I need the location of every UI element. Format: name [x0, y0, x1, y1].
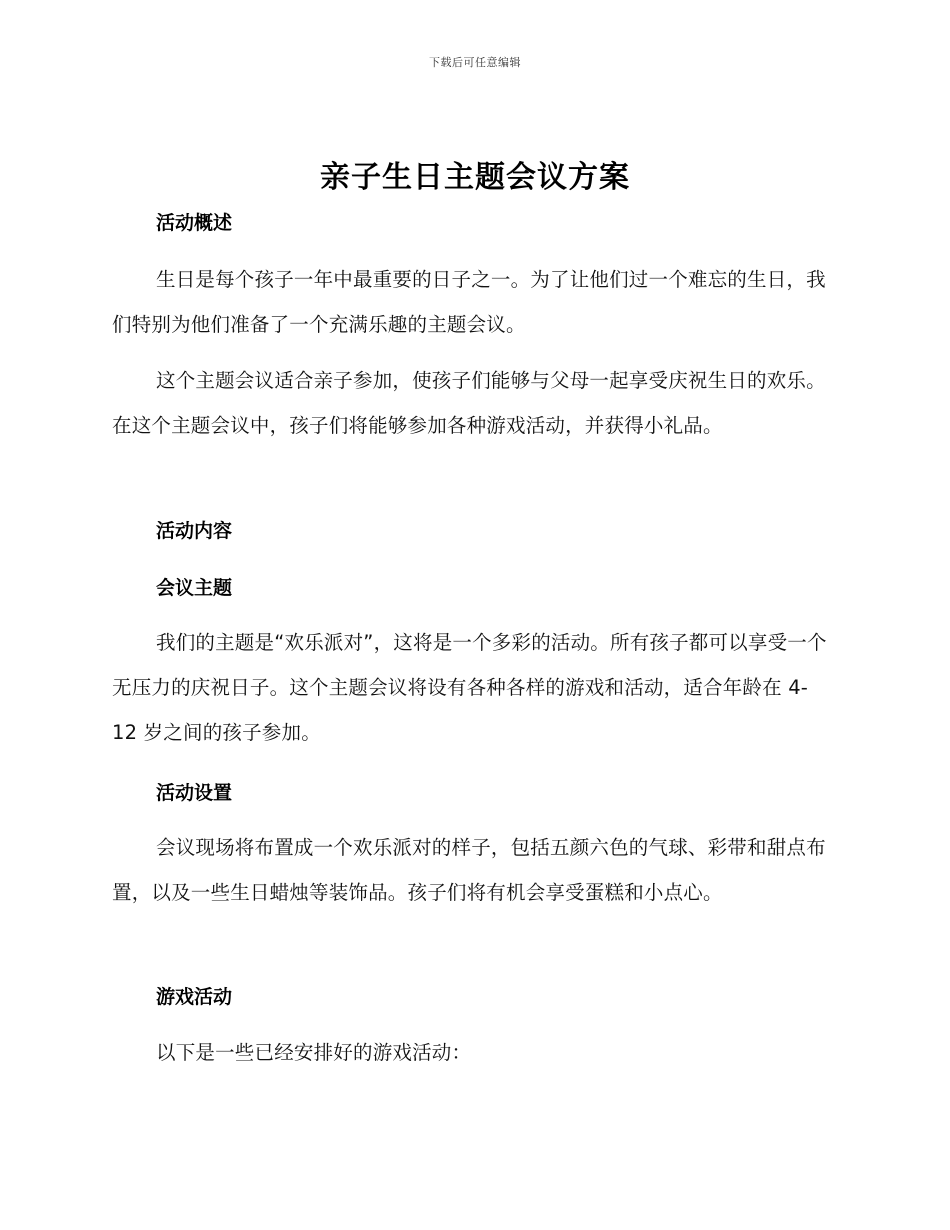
heading-content: 活动内容 — [156, 520, 233, 542]
paragraph-games: 以下是一些已经安排好的游戏活动： — [156, 1041, 472, 1064]
heading-games: 游戏活动 — [156, 986, 233, 1008]
paragraph-overview-1: 生日是每个孩子一年中最重要的日子之一。为了让他们过一个难忘的生日，我们特别为他们准备了一个充满乐趣的主题会议。 — [112, 268, 826, 336]
paragraph-overview-2: 这个主题会议适合亲子参加，使孩子们能够与父母一起享受庆祝生日的欢乐。在这个主题会议中，孩子们将能够参加各种游戏活动，并获得小礼品。 — [112, 369, 826, 437]
header-note: 下载后可任意编辑 — [429, 56, 521, 69]
paragraph-setup: 会议现场将布置成一个欢乐派对的样子，包括五颜六色的气球、彩带和甜点布置，以及一些生日蜡烛等装饰品。孩子们将有机会享受蛋糕和小点心。 — [112, 836, 826, 904]
heading-overview: 活动概述 — [156, 212, 233, 234]
heading-theme: 会议主题 — [156, 577, 233, 599]
heading-setup: 活动设置 — [156, 782, 233, 804]
paragraph-theme: 我们的主题是“欢乐派对”，这将是一个多彩的活动。所有孩子都可以享受一个无压力的庆祝日子。这个主题会议将设有各种各样的游戏和活动，适合年龄在 4-12 岁之间的孩子参加。 — [112, 631, 827, 744]
document-title: 亲子生日主题会议方案 — [320, 160, 630, 195]
